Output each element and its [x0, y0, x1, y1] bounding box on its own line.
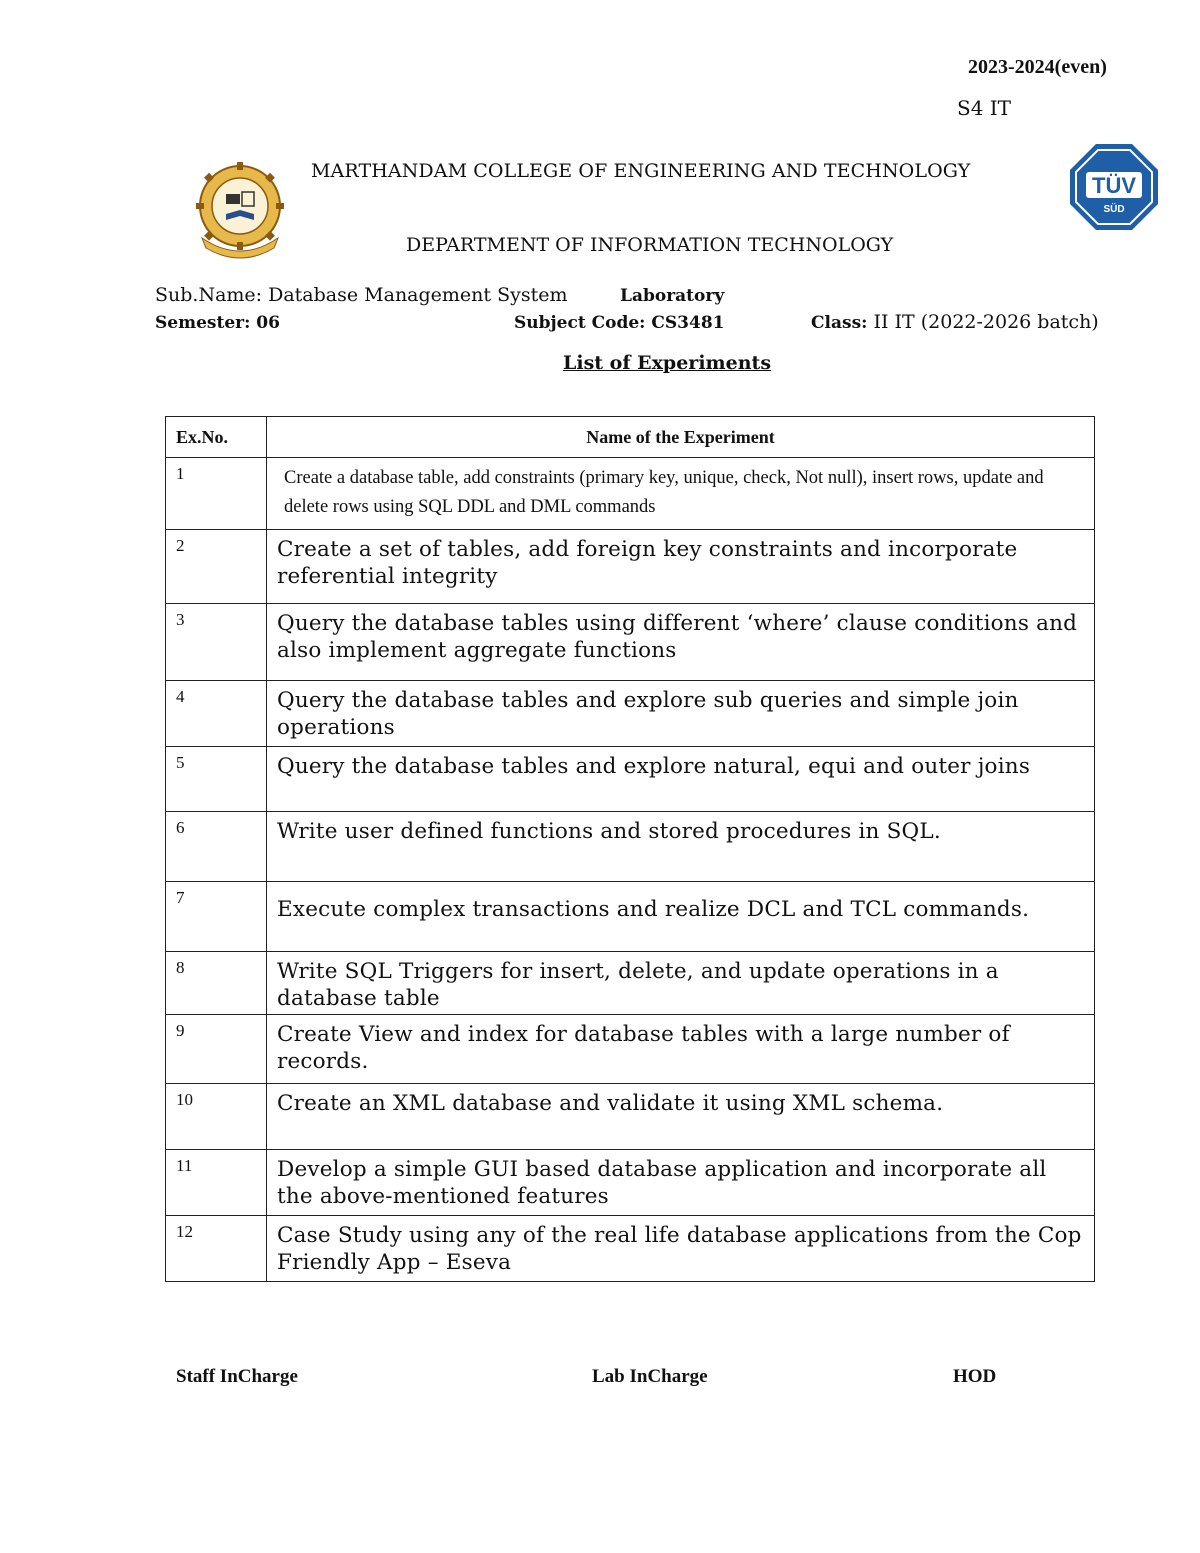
class-code: S4 IT — [957, 96, 1012, 120]
semester: Semester: 06 — [155, 313, 280, 333]
row-number: 11 — [166, 1150, 267, 1216]
row-number: 7 — [166, 882, 267, 952]
row-number: 3 — [166, 604, 267, 681]
department-name: DEPARTMENT OF INFORMATION TECHNOLOGY — [406, 234, 894, 256]
experiment-name: Develop a simple GUI based database application and incorporate all the above-mentioned features — [267, 1150, 1095, 1216]
class-info — [811, 311, 1099, 333]
table-row — [166, 747, 1095, 812]
table-row — [166, 1084, 1095, 1150]
experiment-name: Create View and index for database tables with a large number of records. — [267, 1015, 1095, 1084]
college-name: MARTHANDAM COLLEGE OF ENGINEERING AND TECHNOLOGY — [311, 160, 971, 182]
experiments-table — [165, 416, 1095, 1282]
header-ex-no: Ex.No. — [166, 417, 267, 458]
row-number: 6 — [166, 812, 267, 882]
table-row — [166, 458, 1095, 530]
table-row — [166, 882, 1095, 952]
table-row — [166, 1150, 1095, 1216]
tuv-text: TÜV — [1092, 173, 1136, 198]
hod-signature: HOD — [953, 1366, 997, 1387]
class-value: II IT (2022-2026 batch) — [867, 311, 1099, 333]
staff-incharge-signature: Staff InCharge — [176, 1366, 298, 1387]
row-number: 8 — [166, 952, 267, 1015]
table-row — [166, 1015, 1095, 1084]
tuv-sud-icon — [1068, 142, 1160, 232]
experiment-name: Write user defined functions and stored procedures in SQL. — [267, 812, 1095, 882]
college-emblem-icon — [188, 160, 292, 260]
row-number: 4 — [166, 681, 267, 747]
row-number: 2 — [166, 530, 267, 604]
table-row — [166, 1216, 1095, 1282]
header-experiment-name: Name of the Experiment — [267, 417, 1095, 458]
class-label: Class: — [811, 313, 868, 333]
list-title: List of Experiments — [563, 352, 772, 374]
row-number: 10 — [166, 1084, 267, 1150]
table-row — [166, 681, 1095, 747]
experiment-name: Query the database tables using different ‘where’ clause conditions and also implement aggregate functions — [267, 604, 1095, 681]
row-number: 5 — [166, 747, 267, 812]
sud-text: SÜD — [1103, 204, 1125, 215]
experiment-name: Query the database tables and explore sub queries and simple join operations — [267, 681, 1095, 747]
experiment-name: Create a set of tables, add foreign key constraints and incorporate referential integrity — [267, 530, 1095, 604]
experiment-name: Query the database tables and explore natural, equi and outer joins — [267, 747, 1095, 812]
experiment-name: Create an XML database and validate it using XML schema. — [267, 1084, 1095, 1150]
row-number: 1 — [166, 458, 267, 530]
experiment-name: Create a database table, add constraints (primary key, unique, check, Not null), insert rows, update and delete rows using SQL DDL and DML commands — [267, 458, 1095, 530]
lab-incharge-signature: Lab InCharge — [592, 1366, 708, 1387]
table-row — [166, 812, 1095, 882]
experiment-name: Write SQL Triggers for insert, delete, and update operations in a database table — [267, 952, 1095, 1015]
experiment-name: Case Study using any of the real life database applications from the Cop Friendly App – Eseva — [267, 1216, 1095, 1282]
subject-code: Subject Code: CS3481 — [514, 313, 725, 333]
table-row — [166, 952, 1095, 1015]
table-header-row — [166, 417, 1095, 458]
experiment-name: Execute complex transactions and realize DCL and TCL commands. — [267, 882, 1095, 952]
academic-year: 2023-2024(even) — [968, 56, 1107, 78]
laboratory-label: Laboratory — [620, 286, 725, 306]
row-number: 12 — [166, 1216, 267, 1282]
row-number: 9 — [166, 1015, 267, 1084]
table-row — [166, 530, 1095, 604]
subject-name — [155, 284, 725, 306]
table-row — [166, 604, 1095, 681]
subject-name-label: Sub.Name: Database Management System — [155, 284, 568, 306]
